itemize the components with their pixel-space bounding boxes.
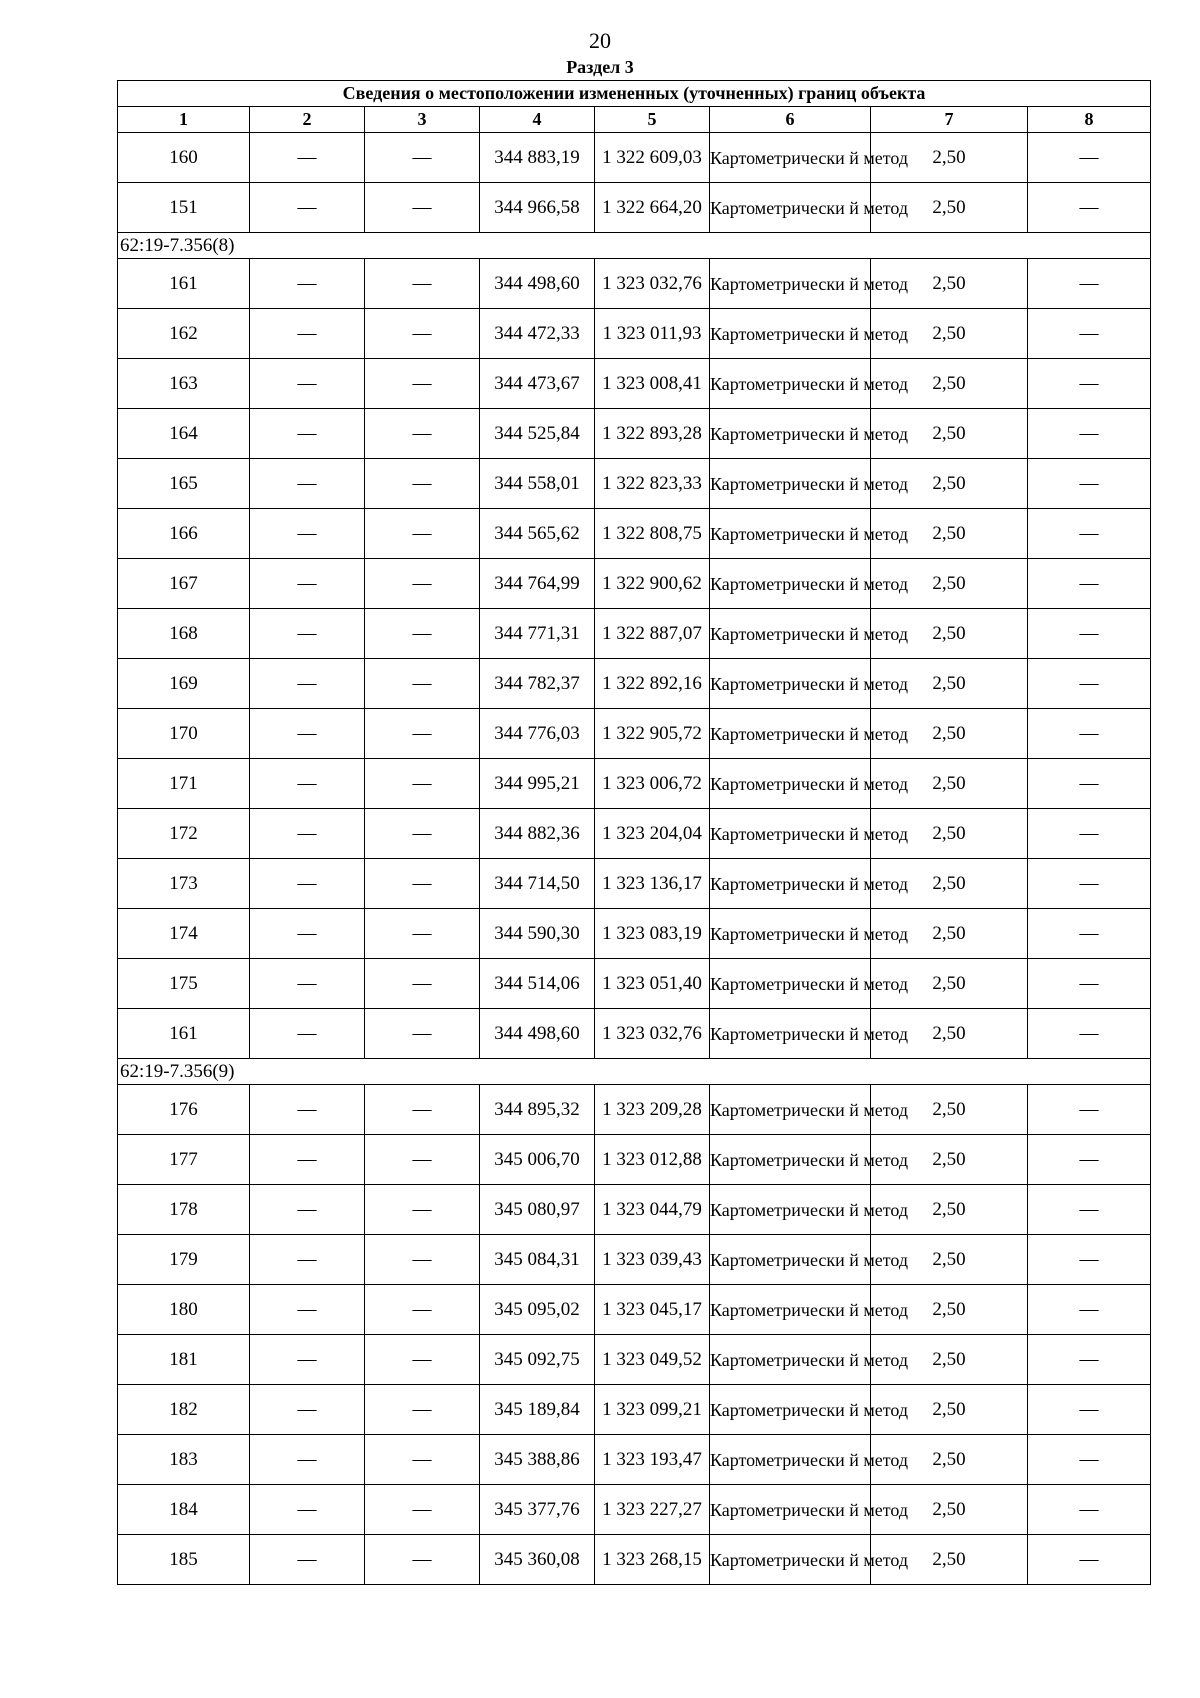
col8-cell: — (1028, 1535, 1151, 1585)
table-row (118, 1485, 1151, 1535)
table-row (118, 859, 1151, 909)
table-caption: Сведения о местоположении измененных (уточненных) границ объекта (118, 81, 1151, 107)
x-coordinate-cell: 345 095,02 (480, 1285, 595, 1335)
point-number-cell: 183 (118, 1435, 250, 1485)
y-coordinate-cell: 1 322 664,20 (595, 183, 710, 233)
point-number-cell: 170 (118, 709, 250, 759)
precision-cell: 2,50 (871, 133, 1028, 183)
col2-cell: — (250, 133, 365, 183)
precision-cell: 2,50 (871, 1009, 1028, 1059)
x-coordinate-cell: 345 084,31 (480, 1235, 595, 1285)
method-cell: Картометрически й метод (710, 1085, 871, 1135)
table-row (118, 459, 1151, 509)
col8-cell: — (1028, 409, 1151, 459)
column-header: 1 (118, 107, 250, 133)
column-header: 3 (365, 107, 480, 133)
x-coordinate-cell: 344 895,32 (480, 1085, 595, 1135)
col2-cell: — (250, 709, 365, 759)
y-coordinate-cell: 1 323 204,04 (595, 809, 710, 859)
y-coordinate-cell: 1 322 892,16 (595, 659, 710, 709)
col2-cell: — (250, 1335, 365, 1385)
col8-cell: — (1028, 1385, 1151, 1435)
precision-cell: 2,50 (871, 309, 1028, 359)
y-coordinate-cell: 1 323 008,41 (595, 359, 710, 409)
table-row (118, 1235, 1151, 1285)
col2-cell: — (250, 259, 365, 309)
col8-cell: — (1028, 509, 1151, 559)
col8-cell: — (1028, 1009, 1151, 1059)
col8-cell: — (1028, 909, 1151, 959)
col8-cell: — (1028, 259, 1151, 309)
col3-cell: — (365, 459, 480, 509)
page-number: 20 (589, 28, 611, 53)
col8-cell: — (1028, 609, 1151, 659)
precision-cell: 2,50 (871, 259, 1028, 309)
col8-cell: — (1028, 559, 1151, 609)
col8-cell: — (1028, 1435, 1151, 1485)
column-header: 7 (871, 107, 1028, 133)
point-number-cell: 166 (118, 509, 250, 559)
y-coordinate-cell: 1 323 193,47 (595, 1435, 710, 1485)
col2-cell: — (250, 1385, 365, 1435)
precision-cell: 2,50 (871, 609, 1028, 659)
x-coordinate-cell: 344 883,19 (480, 133, 595, 183)
col3-cell: — (365, 659, 480, 709)
precision-cell: 2,50 (871, 459, 1028, 509)
col3-cell: — (365, 1185, 480, 1235)
column-header: 8 (1028, 107, 1151, 133)
col2-cell: — (250, 1009, 365, 1059)
point-number-cell: 185 (118, 1535, 250, 1585)
col8-cell: — (1028, 459, 1151, 509)
point-number-cell: 176 (118, 1085, 250, 1135)
y-coordinate-cell: 1 323 083,19 (595, 909, 710, 959)
method-cell: Картометрически й метод (710, 409, 871, 459)
table-row (118, 659, 1151, 709)
col3-cell: — (365, 509, 480, 559)
column-header: 4 (480, 107, 595, 133)
table-row (118, 259, 1151, 309)
col2-cell: — (250, 859, 365, 909)
point-number-cell: 168 (118, 609, 250, 659)
col8-cell: — (1028, 809, 1151, 859)
precision-cell: 2,50 (871, 183, 1028, 233)
table-row (118, 709, 1151, 759)
y-coordinate-cell: 1 323 049,52 (595, 1335, 710, 1385)
parcel-section-row (118, 233, 1151, 259)
col2-cell: — (250, 1485, 365, 1535)
method-cell: Картометрически й метод (710, 259, 871, 309)
y-coordinate-cell: 1 323 011,93 (595, 309, 710, 359)
col3-cell: — (365, 359, 480, 409)
method-cell: Картометрически й метод (710, 1185, 871, 1235)
table-row (118, 183, 1151, 233)
y-coordinate-cell: 1 323 045,17 (595, 1285, 710, 1335)
point-number-cell: 174 (118, 909, 250, 959)
y-coordinate-cell: 1 323 209,28 (595, 1085, 710, 1135)
point-number-cell: 173 (118, 859, 250, 909)
point-number-cell: 161 (118, 1009, 250, 1059)
method-cell: Картометрически й метод (710, 459, 871, 509)
method-cell: Картометрически й метод (710, 1235, 871, 1285)
col2-cell: — (250, 309, 365, 359)
x-coordinate-cell: 345 080,97 (480, 1185, 595, 1235)
method-cell: Картометрически й метод (710, 809, 871, 859)
col2-cell: — (250, 509, 365, 559)
x-coordinate-cell: 344 714,50 (480, 859, 595, 909)
x-coordinate-cell: 344 995,21 (480, 759, 595, 809)
y-coordinate-cell: 1 323 227,27 (595, 1485, 710, 1535)
parcel-section-label: 62:19-7.356(9) (118, 1059, 1151, 1085)
method-cell: Картометрически й метод (710, 659, 871, 709)
point-number-cell: 169 (118, 659, 250, 709)
y-coordinate-cell: 1 323 051,40 (595, 959, 710, 1009)
precision-cell: 2,50 (871, 1385, 1028, 1435)
col2-cell: — (250, 459, 365, 509)
x-coordinate-cell: 344 776,03 (480, 709, 595, 759)
col2-cell: — (250, 959, 365, 1009)
col3-cell: — (365, 909, 480, 959)
col3-cell: — (365, 809, 480, 859)
col8-cell: — (1028, 133, 1151, 183)
col8-cell: — (1028, 1135, 1151, 1185)
precision-cell: 2,50 (871, 1185, 1028, 1235)
table-row (118, 1135, 1151, 1185)
method-cell: Картометрически й метод (710, 183, 871, 233)
point-number-cell: 184 (118, 1485, 250, 1535)
precision-cell: 2,50 (871, 1235, 1028, 1285)
col3-cell: — (365, 133, 480, 183)
parcel-section-row (118, 1059, 1151, 1085)
method-cell: Картометрически й метод (710, 133, 871, 183)
precision-cell: 2,50 (871, 559, 1028, 609)
col3-cell: — (365, 759, 480, 809)
point-number-cell: 181 (118, 1335, 250, 1385)
col8-cell: — (1028, 183, 1151, 233)
precision-cell: 2,50 (871, 1535, 1028, 1585)
col3-cell: — (365, 1235, 480, 1285)
y-coordinate-cell: 1 323 032,76 (595, 259, 710, 309)
point-number-cell: 161 (118, 259, 250, 309)
col2-cell: — (250, 559, 365, 609)
method-cell: Картометрически й метод (710, 1535, 871, 1585)
precision-cell: 2,50 (871, 1135, 1028, 1185)
table-row (118, 309, 1151, 359)
table-row (118, 809, 1151, 859)
col3-cell: — (365, 1435, 480, 1485)
col8-cell: — (1028, 1235, 1151, 1285)
method-cell: Картометрически й метод (710, 1435, 871, 1485)
y-coordinate-cell: 1 322 893,28 (595, 409, 710, 459)
col8-cell: — (1028, 309, 1151, 359)
column-header: 2 (250, 107, 365, 133)
x-coordinate-cell: 344 514,06 (480, 959, 595, 1009)
x-coordinate-cell: 344 764,99 (480, 559, 595, 609)
col3-cell: — (365, 1085, 480, 1135)
col8-cell: — (1028, 859, 1151, 909)
col2-cell: — (250, 909, 365, 959)
x-coordinate-cell: 345 377,76 (480, 1485, 595, 1535)
col8-cell: — (1028, 1185, 1151, 1235)
table-row (118, 1385, 1151, 1435)
y-coordinate-cell: 1 322 887,07 (595, 609, 710, 659)
table-row (118, 133, 1151, 183)
table-row (118, 1009, 1151, 1059)
table-row (118, 1335, 1151, 1385)
col8-cell: — (1028, 709, 1151, 759)
col2-cell: — (250, 809, 365, 859)
y-coordinate-cell: 1 323 012,88 (595, 1135, 710, 1185)
point-number-cell: 178 (118, 1185, 250, 1235)
point-number-cell: 182 (118, 1385, 250, 1435)
y-coordinate-cell: 1 323 136,17 (595, 859, 710, 909)
point-number-cell: 175 (118, 959, 250, 1009)
table-row (118, 409, 1151, 459)
y-coordinate-cell: 1 323 032,76 (595, 1009, 710, 1059)
x-coordinate-cell: 345 092,75 (480, 1335, 595, 1385)
x-coordinate-cell: 344 771,31 (480, 609, 595, 659)
x-coordinate-cell: 344 565,62 (480, 509, 595, 559)
column-header-row (118, 107, 1151, 133)
x-coordinate-cell: 344 498,60 (480, 259, 595, 309)
precision-cell: 2,50 (871, 959, 1028, 1009)
col2-cell: — (250, 1135, 365, 1185)
precision-cell: 2,50 (871, 1335, 1028, 1385)
precision-cell: 2,50 (871, 809, 1028, 859)
point-number-cell: 167 (118, 559, 250, 609)
col2-cell: — (250, 1085, 365, 1135)
col2-cell: — (250, 659, 365, 709)
precision-cell: 2,50 (871, 909, 1028, 959)
precision-cell: 2,50 (871, 1085, 1028, 1135)
point-number-cell: 151 (118, 183, 250, 233)
y-coordinate-cell: 1 323 044,79 (595, 1185, 710, 1235)
point-number-cell: 162 (118, 309, 250, 359)
table-row (118, 909, 1151, 959)
precision-cell: 2,50 (871, 1285, 1028, 1335)
table-row (118, 1085, 1151, 1135)
col8-cell: — (1028, 759, 1151, 809)
x-coordinate-cell: 345 360,08 (480, 1535, 595, 1585)
table-row (118, 559, 1151, 609)
method-cell: Картометрически й метод (710, 859, 871, 909)
col3-cell: — (365, 609, 480, 659)
section-title: Раздел 3 (566, 57, 634, 77)
col2-cell: — (250, 1435, 365, 1485)
x-coordinate-cell: 344 498,60 (480, 1009, 595, 1059)
col3-cell: — (365, 709, 480, 759)
y-coordinate-cell: 1 323 099,21 (595, 1385, 710, 1435)
col8-cell: — (1028, 959, 1151, 1009)
col8-cell: — (1028, 1485, 1151, 1535)
y-coordinate-cell: 1 322 905,72 (595, 709, 710, 759)
method-cell: Картометрически й метод (710, 309, 871, 359)
method-cell: Картометрически й метод (710, 359, 871, 409)
col3-cell: — (365, 959, 480, 1009)
precision-cell: 2,50 (871, 359, 1028, 409)
method-cell: Картометрически й метод (710, 1485, 871, 1535)
x-coordinate-cell: 345 189,84 (480, 1385, 595, 1435)
x-coordinate-cell: 344 782,37 (480, 659, 595, 709)
col3-cell: — (365, 1009, 480, 1059)
method-cell: Картометрически й метод (710, 909, 871, 959)
point-number-cell: 160 (118, 133, 250, 183)
table-row (118, 509, 1151, 559)
method-cell: Картометрически й метод (710, 609, 871, 659)
point-number-cell: 163 (118, 359, 250, 409)
col3-cell: — (365, 259, 480, 309)
col3-cell: — (365, 1535, 480, 1585)
precision-cell: 2,50 (871, 759, 1028, 809)
table-row (118, 1185, 1151, 1235)
table-row (118, 959, 1151, 1009)
precision-cell: 2,50 (871, 509, 1028, 559)
col3-cell: — (365, 1135, 480, 1185)
table-row (118, 1535, 1151, 1585)
point-number-cell: 172 (118, 809, 250, 859)
method-cell: Картометрически й метод (710, 759, 871, 809)
x-coordinate-cell: 344 558,01 (480, 459, 595, 509)
method-cell: Картометрически й метод (710, 959, 871, 1009)
parcel-section-label: 62:19-7.356(8) (118, 233, 1151, 259)
col3-cell: — (365, 1285, 480, 1335)
method-cell: Картометрически й метод (710, 1285, 871, 1335)
precision-cell: 2,50 (871, 859, 1028, 909)
col2-cell: — (250, 359, 365, 409)
col2-cell: — (250, 1235, 365, 1285)
x-coordinate-cell: 344 472,33 (480, 309, 595, 359)
method-cell: Картометрически й метод (710, 1135, 871, 1185)
col2-cell: — (250, 1185, 365, 1235)
point-number-cell: 179 (118, 1235, 250, 1285)
precision-cell: 2,50 (871, 1485, 1028, 1535)
table-row (118, 1285, 1151, 1335)
col3-cell: — (365, 183, 480, 233)
col2-cell: — (250, 609, 365, 659)
precision-cell: 2,50 (871, 409, 1028, 459)
x-coordinate-cell: 345 006,70 (480, 1135, 595, 1185)
col3-cell: — (365, 1385, 480, 1435)
table-row (118, 359, 1151, 409)
col3-cell: — (365, 1335, 480, 1385)
x-coordinate-cell: 344 525,84 (480, 409, 595, 459)
y-coordinate-cell: 1 322 609,03 (595, 133, 710, 183)
table-row (118, 1435, 1151, 1485)
y-coordinate-cell: 1 323 268,15 (595, 1535, 710, 1585)
col3-cell: — (365, 1485, 480, 1535)
col3-cell: — (365, 409, 480, 459)
point-number-cell: 177 (118, 1135, 250, 1185)
precision-cell: 2,50 (871, 659, 1028, 709)
col8-cell: — (1028, 659, 1151, 709)
point-number-cell: 164 (118, 409, 250, 459)
table-row (118, 609, 1151, 659)
point-number-cell: 171 (118, 759, 250, 809)
method-cell: Картометрически й метод (710, 509, 871, 559)
y-coordinate-cell: 1 322 823,33 (595, 459, 710, 509)
x-coordinate-cell: 344 473,67 (480, 359, 595, 409)
y-coordinate-cell: 1 323 006,72 (595, 759, 710, 809)
column-header: 6 (710, 107, 871, 133)
col3-cell: — (365, 309, 480, 359)
table-body (118, 133, 1151, 1585)
col2-cell: — (250, 1285, 365, 1335)
y-coordinate-cell: 1 323 039,43 (595, 1235, 710, 1285)
x-coordinate-cell: 344 966,58 (480, 183, 595, 233)
method-cell: Картометрически й метод (710, 559, 871, 609)
x-coordinate-cell: 344 590,30 (480, 909, 595, 959)
col2-cell: — (250, 1535, 365, 1585)
col2-cell: — (250, 759, 365, 809)
method-cell: Картометрически й метод (710, 1009, 871, 1059)
col8-cell: — (1028, 1285, 1151, 1335)
method-cell: Картометрически й метод (710, 709, 871, 759)
y-coordinate-cell: 1 322 808,75 (595, 509, 710, 559)
col2-cell: — (250, 183, 365, 233)
boundary-coordinates-table (117, 80, 1151, 1585)
col3-cell: — (365, 859, 480, 909)
table-row (118, 759, 1151, 809)
x-coordinate-cell: 344 882,36 (480, 809, 595, 859)
method-cell: Картометрически й метод (710, 1335, 871, 1385)
method-cell: Картометрически й метод (710, 1385, 871, 1435)
col8-cell: — (1028, 359, 1151, 409)
col3-cell: — (365, 559, 480, 609)
col2-cell: — (250, 409, 365, 459)
column-header: 5 (595, 107, 710, 133)
precision-cell: 2,50 (871, 1435, 1028, 1485)
precision-cell: 2,50 (871, 709, 1028, 759)
col8-cell: — (1028, 1335, 1151, 1385)
point-number-cell: 180 (118, 1285, 250, 1335)
point-number-cell: 165 (118, 459, 250, 509)
col8-cell: — (1028, 1085, 1151, 1135)
y-coordinate-cell: 1 322 900,62 (595, 559, 710, 609)
x-coordinate-cell: 345 388,86 (480, 1435, 595, 1485)
